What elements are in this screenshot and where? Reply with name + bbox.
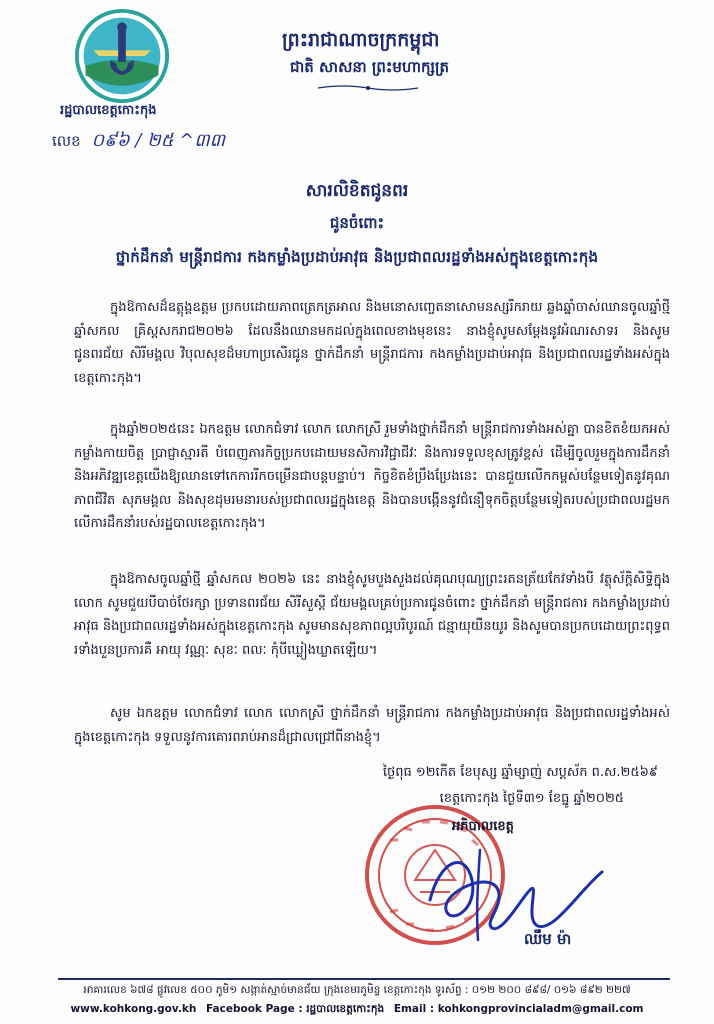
motto-ornament <box>318 84 418 92</box>
footer-address: អាគារលេខ ៦៧៨ ផ្លូវលេខ ៥០០ ភូមិ១ សង្កាត់ស្មាច់មានជ័យ ក្រុងខេមរភូមិន្ទ ខេត្តកោះកុង ទូរស័ព្ទ : ០១២ ២០០ ៨៩៨/ ០១៦ ៨៩២ ២២៧ <box>83 984 631 996</box>
footer-divider <box>58 978 670 980</box>
footer-contacts <box>0 1003 714 1018</box>
recipients-line: ថ្នាក់ដឹកនាំ មន្ត្រីរាជការ កងកម្លាំងប្រដាប់អាវុធ និងប្រជាពលរដ្ឋទាំងអស់ក្នុងខេត្តកោះកុង <box>115 248 599 266</box>
body-paragraph-2: ក្នុងឆ្នាំ២០២៥នេះ ឯកឧត្តម លោកជំទាវ លោក លោកស្រី រួមទាំងថ្នាក់ដឹកនាំ មន្ត្រីរាជការទាំងអស់គ្នា បានខិតខំយកអស់កម្លាំងកាយចិត្ត ប្រាជ្ញាស្មារតី បំពេញភារកិច្ចប្រកបដោយមនសិការវិជ្ជាជីវៈ និងការទទួលខុសត្រូវខ្ពស់ ដើម្បីចូលរួមក្នុងការដឹកនាំ និងអភិវឌ្ឍខេត្តយើងឱ្យឈានទៅកេការរីកចម្រើនជាបន្តបន្ទាប់។ កិច្ចខិតខំប្រឹងប្រែងនេះ បានជួយលើកកម្ពស់បន្ថែមទៀតនូវគុណភាពជីវិត សុភមង្គល និងសុខដុមរមនារបស់ប្រជាពលរដ្ឋក្នុងខេត្ត និងបានបង្កើននូវជំនឿទុកចិត្តបន្ថែមទៀតរបស់ប្រជាពលរដ្ឋមកលើការដឹកនាំរបស់រដ្ឋបាលខេត្តកោះកុង។ <box>74 422 670 532</box>
body-paragraph-3: ក្នុងឱកាសចូលឆ្នាំថ្មី ឆ្នាំសកល ២០២៦ នេះ នាងខ្ញុំសូមបួងសួងដល់គុណបុណ្យព្រះរតនត្រ័យកែវទាំងបី វត្ថុស័ក្តិសិទ្ធិក្នុងលោក សូមជួយបីបាច់ថែរក្សា ប្រទានពរជ័យ សិរីសួស្តី ជ័យមង្គលគ្រប់ប្រការជូនចំពោះ ថ្នាក់ដឹកនាំ មន្ត្រីរាជការ កងកម្លាំងប្រដាប់អាវុធ និងប្រជាពលរដ្ឋទាំងអស់ក្នុងខេត្តកោះកុង សូមមានសុខភាពល្អបរិបូរណ៍ ជន្មាយុយឺនយូរ និងសូមបានប្រកបដោយព្រះពុទ្ធពរទាំងបួនប្រការគឺ អាយុ វណ្ណៈ សុខៈ ពលៈ កុំបីឃ្លៀងឃ្លាតឡើយ។ <box>74 572 670 658</box>
kingdom-heading: ព្រះរាជាណាចក្រកម្ពុជា <box>282 29 440 51</box>
letter-title: សារលិខិតជូនពរ <box>305 181 409 201</box>
governor-title: អភិបាលខេត្ត <box>452 819 514 834</box>
signer-name: ឈឹម ម៉ា <box>524 930 572 948</box>
body-paragraph-4: សូម ឯកឧត្តម លោកជំទាវ លោក លោកស្រី ថ្នាក់ដឹកនាំ មន្ត្រីរាជការ កងកម្លាំងប្រដាប់អាវុធ និងប្រជាពលរដ្ឋទាំងអស់ក្នុងខេត្តកោះកុង ទទួលនូវការគោរពរាប់អានដ៏ជ្រាលជ្រៅពីនាងខ្ញុំ។ <box>74 706 670 745</box>
footer-email-link[interactable]: Email : kohkongprovincialadm@gmail.com <box>393 1003 644 1015</box>
addressed-to-label: ជូនចំពោះ <box>329 214 385 232</box>
reference-handwritten: ០៩៦ / ២៥ ^៣៣ <box>91 130 226 151</box>
office-name: រដ្ឋបាលខេត្តកោះកុង <box>60 103 157 118</box>
solar-date: ខេត្តកោះកុង ថ្ងៃទី៣១ ខែធ្នូ ឆ្នាំ២០២៥ <box>439 791 624 806</box>
reference-prefix: លេខ <box>52 132 81 150</box>
footer-website-link[interactable]: www.kohkong.gov.kh <box>70 1003 197 1015</box>
lunar-date: ថ្ងៃពុធ ១២កើត ខែបុស្ស ឆ្នាំម្សាញ់ សប្តស័ក ព.ស.២៥៦៩ <box>382 765 658 780</box>
provincial-emblem-logo <box>74 8 170 104</box>
footer-facebook-link[interactable]: Facebook Page : រដ្ឋបាលខេត្តកោះកុង <box>206 1003 385 1015</box>
handwritten-signature <box>420 830 610 950</box>
reference-number <box>52 128 225 155</box>
national-motto: ជាតិ សាសនា ព្រះមហាក្សត្រ <box>290 58 449 76</box>
body-paragraph-1: ក្នុងឱកាសដ៏ឧត្តុង្គឧត្តម ប្រកបដោយភាពត្រេកត្រអាល និងមនោសញ្ចេតនាសោមនស្សរីករាយ ឆ្លងឆ្នាំចាស់ឈានចូលឆ្នាំថ្មី ឆ្នាំសកល គ្រិស្តសករាជ២០២៦ ដែលនឹងឈានមកដល់ក្នុងពេលខាងមុខនេះ នាងខ្ញុំសូមសម្តែងនូវអំណរសាទរ និងសូមជូនពរជ័យ សិរីមង្គល វិបុលសុខដ៏មហាប្រសើរជូន ថ្នាក់ដឹកនាំ មន្ត្រីរាជការ កងកម្លាំងប្រដាប់អាវុធ និងប្រជាពលរដ្ឋទាំងអស់ក្នុងខេត្តកោះកុង។ <box>74 300 670 386</box>
